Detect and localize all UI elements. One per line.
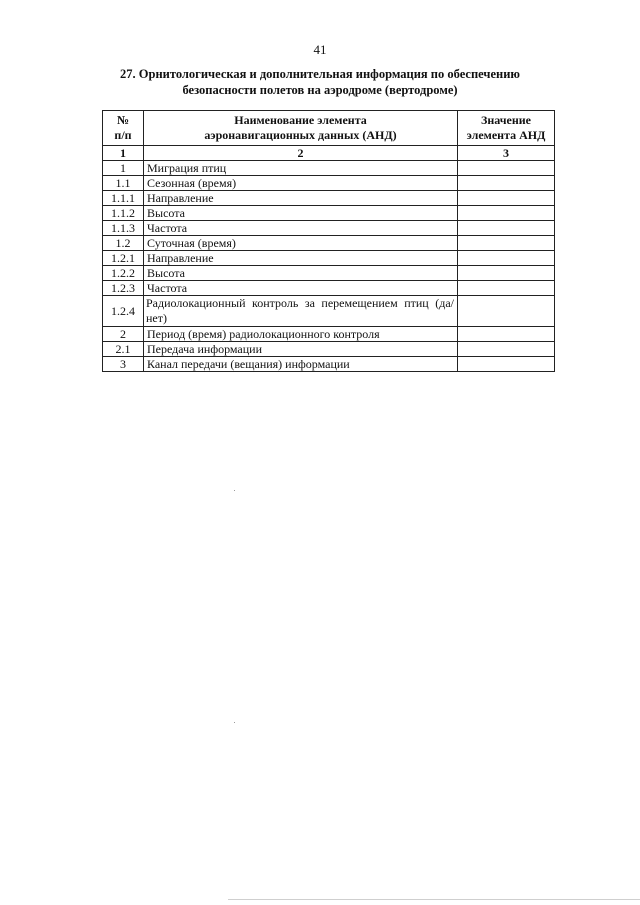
row-element-name: Период (время) радиолокационного контроля <box>144 327 458 342</box>
table-row <box>103 281 555 296</box>
section-heading-line-2: безопасности полетов на аэродроме (вертодроме) <box>182 83 458 97</box>
row-element-name: Направление <box>144 251 458 266</box>
row-number: 1.2.4 <box>103 296 144 327</box>
table-row <box>103 357 555 372</box>
row-element-value <box>458 327 555 342</box>
header-element-value-line-2: элемента АНД <box>466 128 546 142</box>
row-element-name: Канал передачи (вещания) информации <box>144 357 458 372</box>
row-element-value <box>458 251 555 266</box>
row-number: 3 <box>103 357 144 372</box>
table-row <box>103 266 555 281</box>
row-element-name: Сезонная (время) <box>144 176 458 191</box>
table-row <box>103 206 555 221</box>
row-number: 1.1.1 <box>103 191 144 206</box>
row-number: 1.1.3 <box>103 221 144 236</box>
scan-artifact-line <box>228 899 640 900</box>
row-element-value <box>458 236 555 251</box>
row-number: 2.1 <box>103 342 144 357</box>
row-element-value <box>458 296 555 327</box>
row-element-value <box>458 206 555 221</box>
row-element-name: Суточная (время) <box>144 236 458 251</box>
row-number: 1.2 <box>103 236 144 251</box>
row-element-name: Высота <box>144 266 458 281</box>
table-row <box>103 236 555 251</box>
row-element-name: Направление <box>144 191 458 206</box>
column-number: 3 <box>458 146 555 161</box>
row-element-value <box>458 266 555 281</box>
row-element-name: Частота <box>144 281 458 296</box>
row-element-value <box>458 281 555 296</box>
row-element-value <box>458 357 555 372</box>
row-element-value <box>458 176 555 191</box>
row-element-value <box>458 161 555 176</box>
section-heading <box>100 66 540 98</box>
row-number: 1.2.2 <box>103 266 144 281</box>
and-data-table <box>102 110 555 372</box>
row-element-name: Высота <box>144 206 458 221</box>
row-number: 1.1 <box>103 176 144 191</box>
header-number-line-2: п/п <box>114 128 132 142</box>
row-number: 2 <box>103 327 144 342</box>
section-heading-line-1: 27. Орнитологическая и дополнительная информация по обеспечению <box>120 67 520 81</box>
header-element-name <box>144 111 458 146</box>
column-number: 1 <box>103 146 144 161</box>
table-row <box>103 221 555 236</box>
column-number: 2 <box>144 146 458 161</box>
column-number-row <box>103 146 555 161</box>
row-element-name: Передача информации <box>144 342 458 357</box>
row-number: 1.2.1 <box>103 251 144 266</box>
header-element-value <box>458 111 555 146</box>
row-element-value <box>458 342 555 357</box>
row-number: 1 <box>103 161 144 176</box>
table-header-row <box>103 111 555 146</box>
table-row <box>103 342 555 357</box>
page-number: 41 <box>313 42 327 57</box>
table-row <box>103 251 555 266</box>
row-element-value <box>458 221 555 236</box>
header-element-name-line-2: аэронавигационных данных (АНД) <box>204 128 397 142</box>
row-element-name: Частота <box>144 221 458 236</box>
table-row <box>103 296 555 327</box>
row-element-value <box>458 191 555 206</box>
header-element-value-line-1: Значение <box>480 113 531 127</box>
table-row <box>103 327 555 342</box>
scan-artifact-dot <box>234 490 235 491</box>
table-row <box>103 191 555 206</box>
row-number: 1.2.3 <box>103 281 144 296</box>
header-element-name-line-1: Наименование элемента <box>234 113 367 127</box>
row-element-name: Миграция птиц <box>144 161 458 176</box>
row-element-name: Радиолокационный контроль за перемещением птиц (да/нет) <box>144 296 458 327</box>
header-number <box>103 111 144 146</box>
scan-artifact-dot <box>234 722 235 723</box>
table-row <box>103 176 555 191</box>
row-number: 1.1.2 <box>103 206 144 221</box>
table-row <box>103 161 555 176</box>
header-number-line-1: № <box>116 113 130 127</box>
